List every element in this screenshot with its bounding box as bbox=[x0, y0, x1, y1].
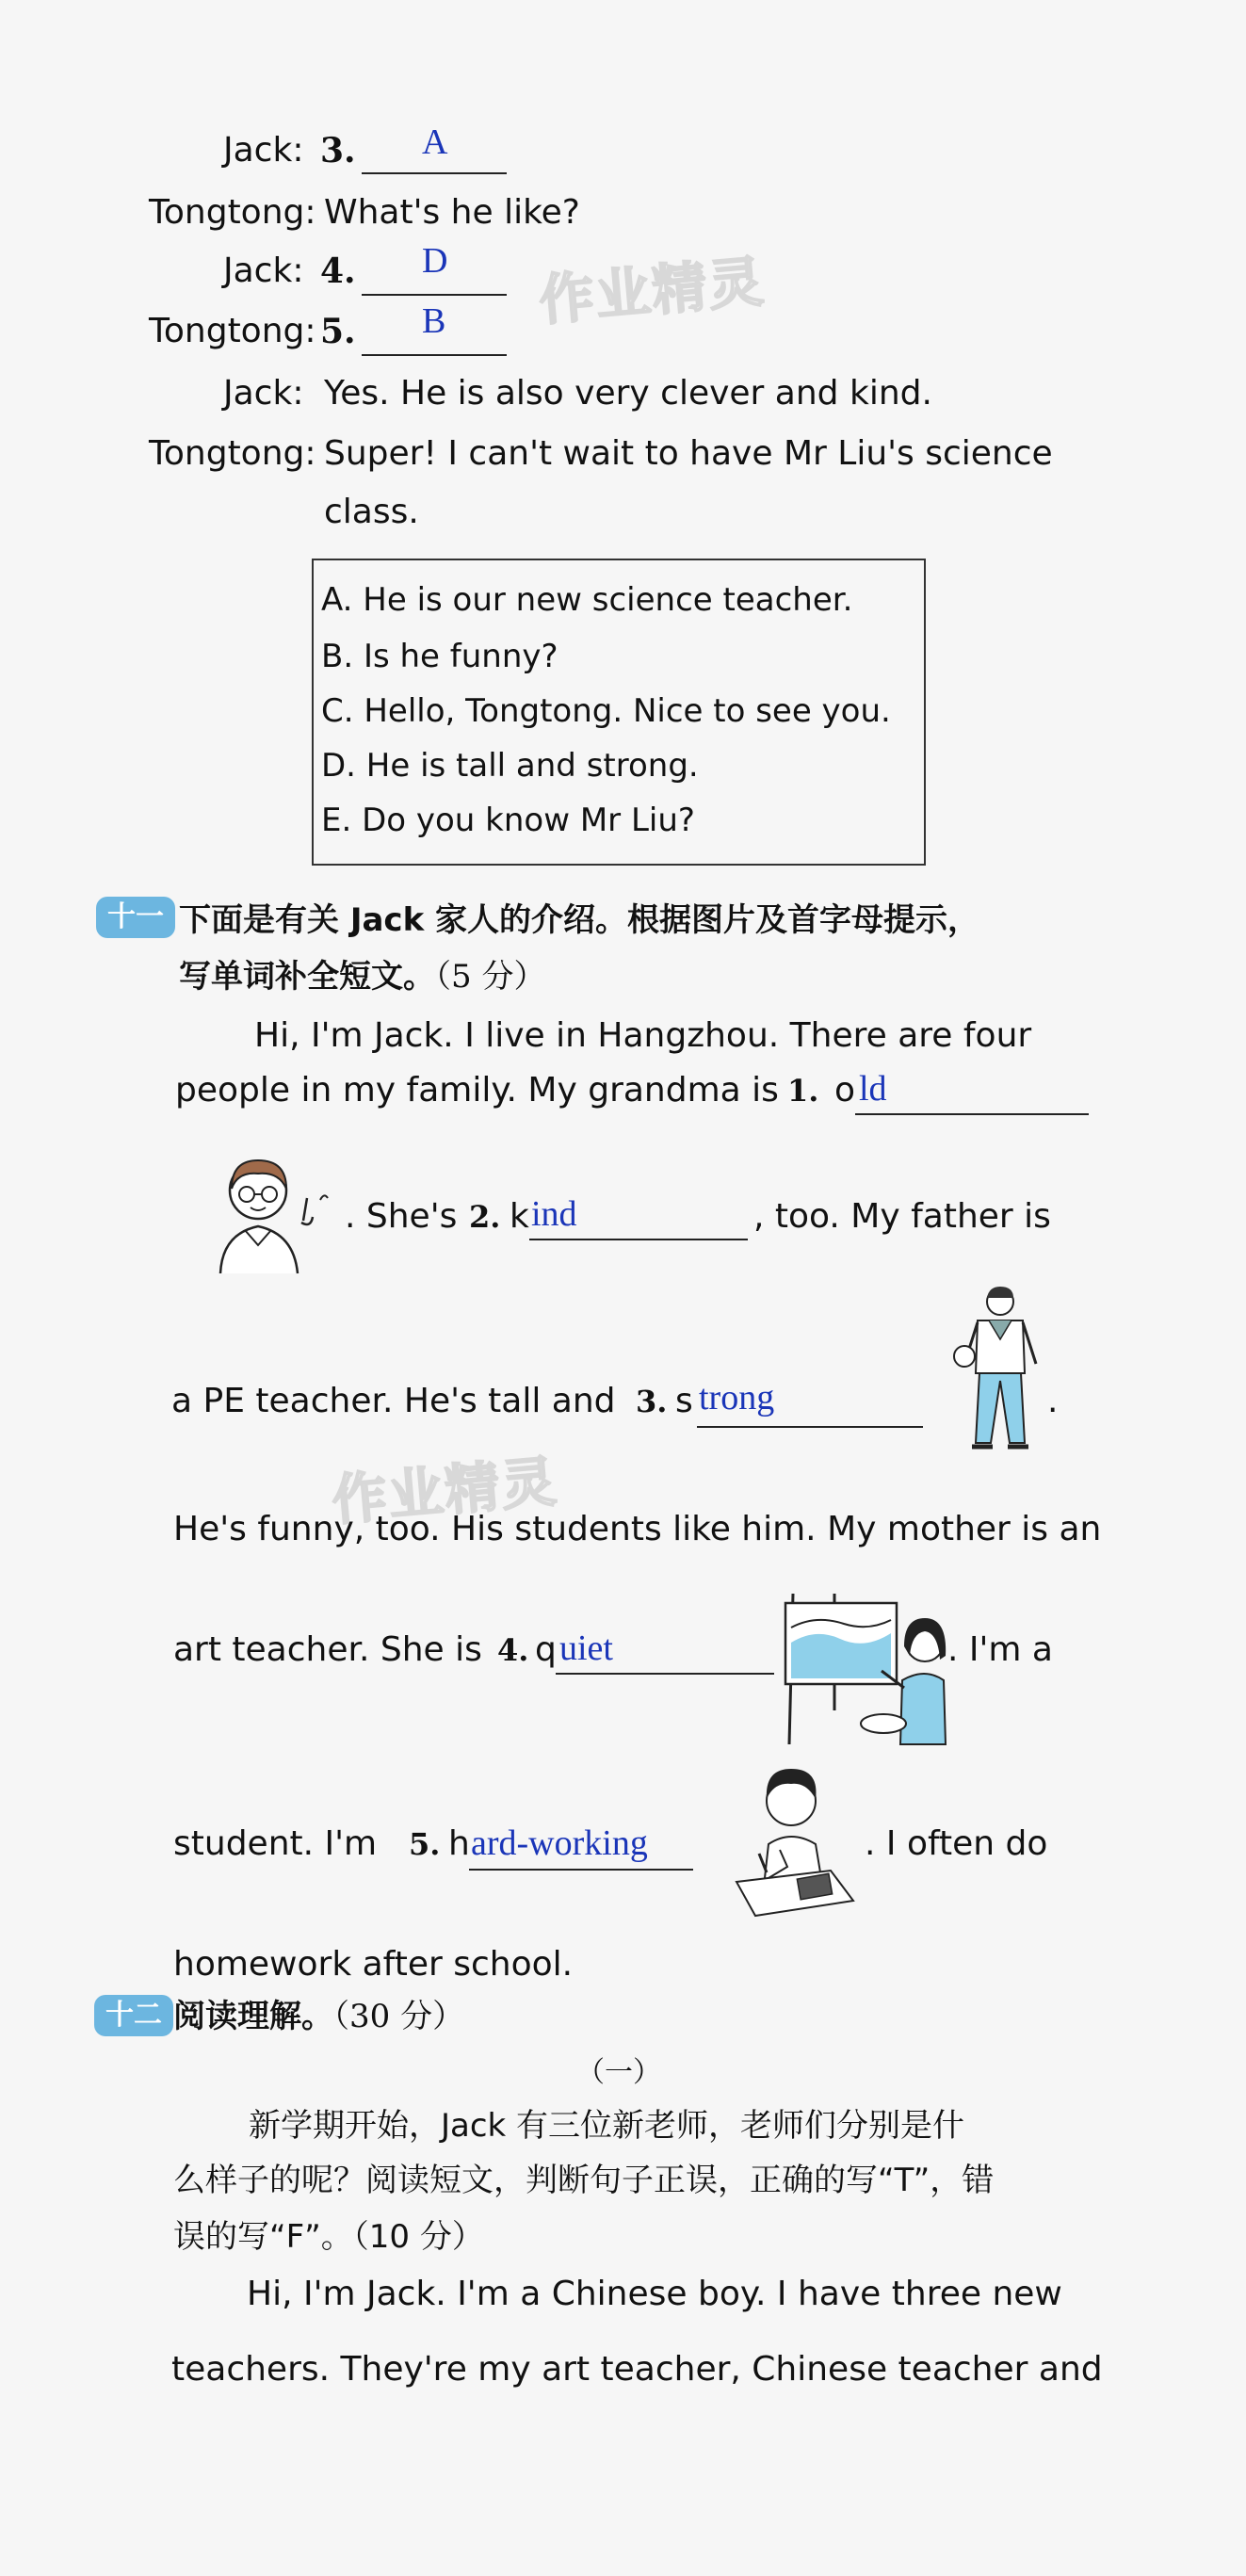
answer-blank[interactable] bbox=[469, 1867, 693, 1871]
answer-blank[interactable] bbox=[556, 1671, 774, 1675]
reading-line: Hi, I'm Jack. I'm a Chinese boy. I have three new bbox=[247, 2275, 1062, 2313]
first-letter-hint: s bbox=[675, 1382, 693, 1420]
student-illustration bbox=[731, 1759, 859, 1929]
first-letter-hint: o bbox=[834, 1071, 856, 1110]
question-number: 4. bbox=[320, 251, 356, 291]
mother-illustration bbox=[778, 1590, 949, 1748]
blank-number: 4. bbox=[497, 1632, 529, 1668]
dialogue-line: Yes. He is also very clever and kind. bbox=[324, 374, 932, 413]
dialogue-line: What's he like? bbox=[324, 193, 580, 232]
first-letter-hint: k bbox=[510, 1197, 529, 1236]
answer-text: ard-working bbox=[471, 1823, 648, 1863]
reading-intro: 么样子的呢？阅读短文，判断句子正误，正确的写“T”，错 bbox=[173, 2162, 995, 2199]
option-d: D. He is tall and strong. bbox=[321, 747, 699, 785]
passage-line: Hi, I'm Jack. I live in Hangzhou. There are four bbox=[254, 1016, 1032, 1055]
section-badge-11: 十一 bbox=[96, 897, 175, 938]
blank-number: 5. bbox=[409, 1826, 441, 1862]
answer-text: B bbox=[422, 301, 446, 341]
option-b: B. Is he funny? bbox=[321, 638, 558, 675]
section-instruction-cont: 写单词补全短文。（5 分） bbox=[179, 958, 546, 996]
section-badge-12: 十二 bbox=[94, 1995, 173, 2036]
answer-blank[interactable] bbox=[362, 352, 507, 356]
watermark: 作业精灵 bbox=[329, 1449, 560, 1533]
question-number: 5. bbox=[320, 312, 356, 351]
answer-text: trong bbox=[699, 1378, 775, 1418]
passage-line: homework after school. bbox=[173, 1945, 574, 1984]
grandma-illustration bbox=[200, 1155, 339, 1275]
passage-text: . bbox=[1047, 1382, 1059, 1420]
father-illustration bbox=[951, 1283, 1049, 1454]
passage-text: . I often do bbox=[865, 1824, 1048, 1863]
passage-line: He's funny, too. His students like him. My mother is an bbox=[173, 1510, 1102, 1548]
speaker-label: Tongtong: bbox=[149, 434, 316, 473]
dialogue-line: Super! I can't wait to have Mr Liu's science bbox=[324, 434, 1053, 473]
answer-blank[interactable] bbox=[529, 1237, 748, 1240]
speaker-label: Jack: bbox=[223, 251, 304, 290]
answer-text: D bbox=[422, 241, 448, 281]
part-label: （一） bbox=[576, 2056, 661, 2089]
watermark: 作业精灵 bbox=[536, 249, 768, 333]
passage-text: . She's bbox=[345, 1197, 458, 1236]
option-c: C. Hello, Tongtong. Nice to see you. bbox=[321, 692, 891, 730]
passage-text: student. I'm bbox=[173, 1824, 378, 1863]
blank-number: 3. bbox=[636, 1384, 668, 1419]
passage-line: people in my family. My grandma is bbox=[175, 1071, 779, 1110]
answer-blank[interactable] bbox=[362, 292, 507, 296]
blank-number: 2. bbox=[469, 1199, 501, 1235]
speaker-label: Tongtong: bbox=[149, 193, 316, 232]
passage-text: . I'm a bbox=[947, 1630, 1053, 1669]
answer-text: ld bbox=[859, 1069, 887, 1109]
answer-blank[interactable] bbox=[697, 1424, 923, 1428]
option-e: E. Do you know Mr Liu? bbox=[321, 802, 695, 839]
answer-text: A bbox=[422, 122, 448, 162]
passage-text: a PE teacher. He's tall and bbox=[171, 1382, 616, 1420]
passage-text: , too. My father is bbox=[753, 1197, 1051, 1236]
speaker-label: Tongtong: bbox=[149, 312, 316, 350]
option-a: A. He is our new science teacher. bbox=[321, 581, 853, 619]
reading-intro: 新学期开始，Jack 有三位新老师，老师们分别是什 bbox=[249, 2107, 965, 2145]
blank-number: 1. bbox=[787, 1073, 819, 1109]
answer-text: ind bbox=[531, 1194, 577, 1234]
reading-line: teachers. They're my art teacher, Chinese teacher and bbox=[171, 2350, 1103, 2389]
section-instruction: 下面是有关 Jack 家人的介绍。根据图片及首字母提示， bbox=[179, 901, 980, 939]
answer-blank[interactable] bbox=[362, 170, 507, 174]
question-number: 3. bbox=[320, 131, 356, 170]
speaker-label: Jack: bbox=[223, 131, 304, 170]
passage-text: art teacher. She is bbox=[173, 1630, 482, 1669]
first-letter-hint: h bbox=[448, 1824, 470, 1863]
first-letter-hint: q bbox=[535, 1630, 557, 1669]
answer-text: uiet bbox=[559, 1628, 613, 1668]
answer-blank[interactable] bbox=[855, 1111, 1089, 1115]
reading-intro: 误的写“F”。（10 分） bbox=[173, 2218, 484, 2256]
dialogue-line-cont: class. bbox=[324, 493, 419, 531]
section-title: 阅读理解。（30 分） bbox=[173, 1998, 465, 2035]
speaker-label: Jack: bbox=[223, 374, 304, 413]
